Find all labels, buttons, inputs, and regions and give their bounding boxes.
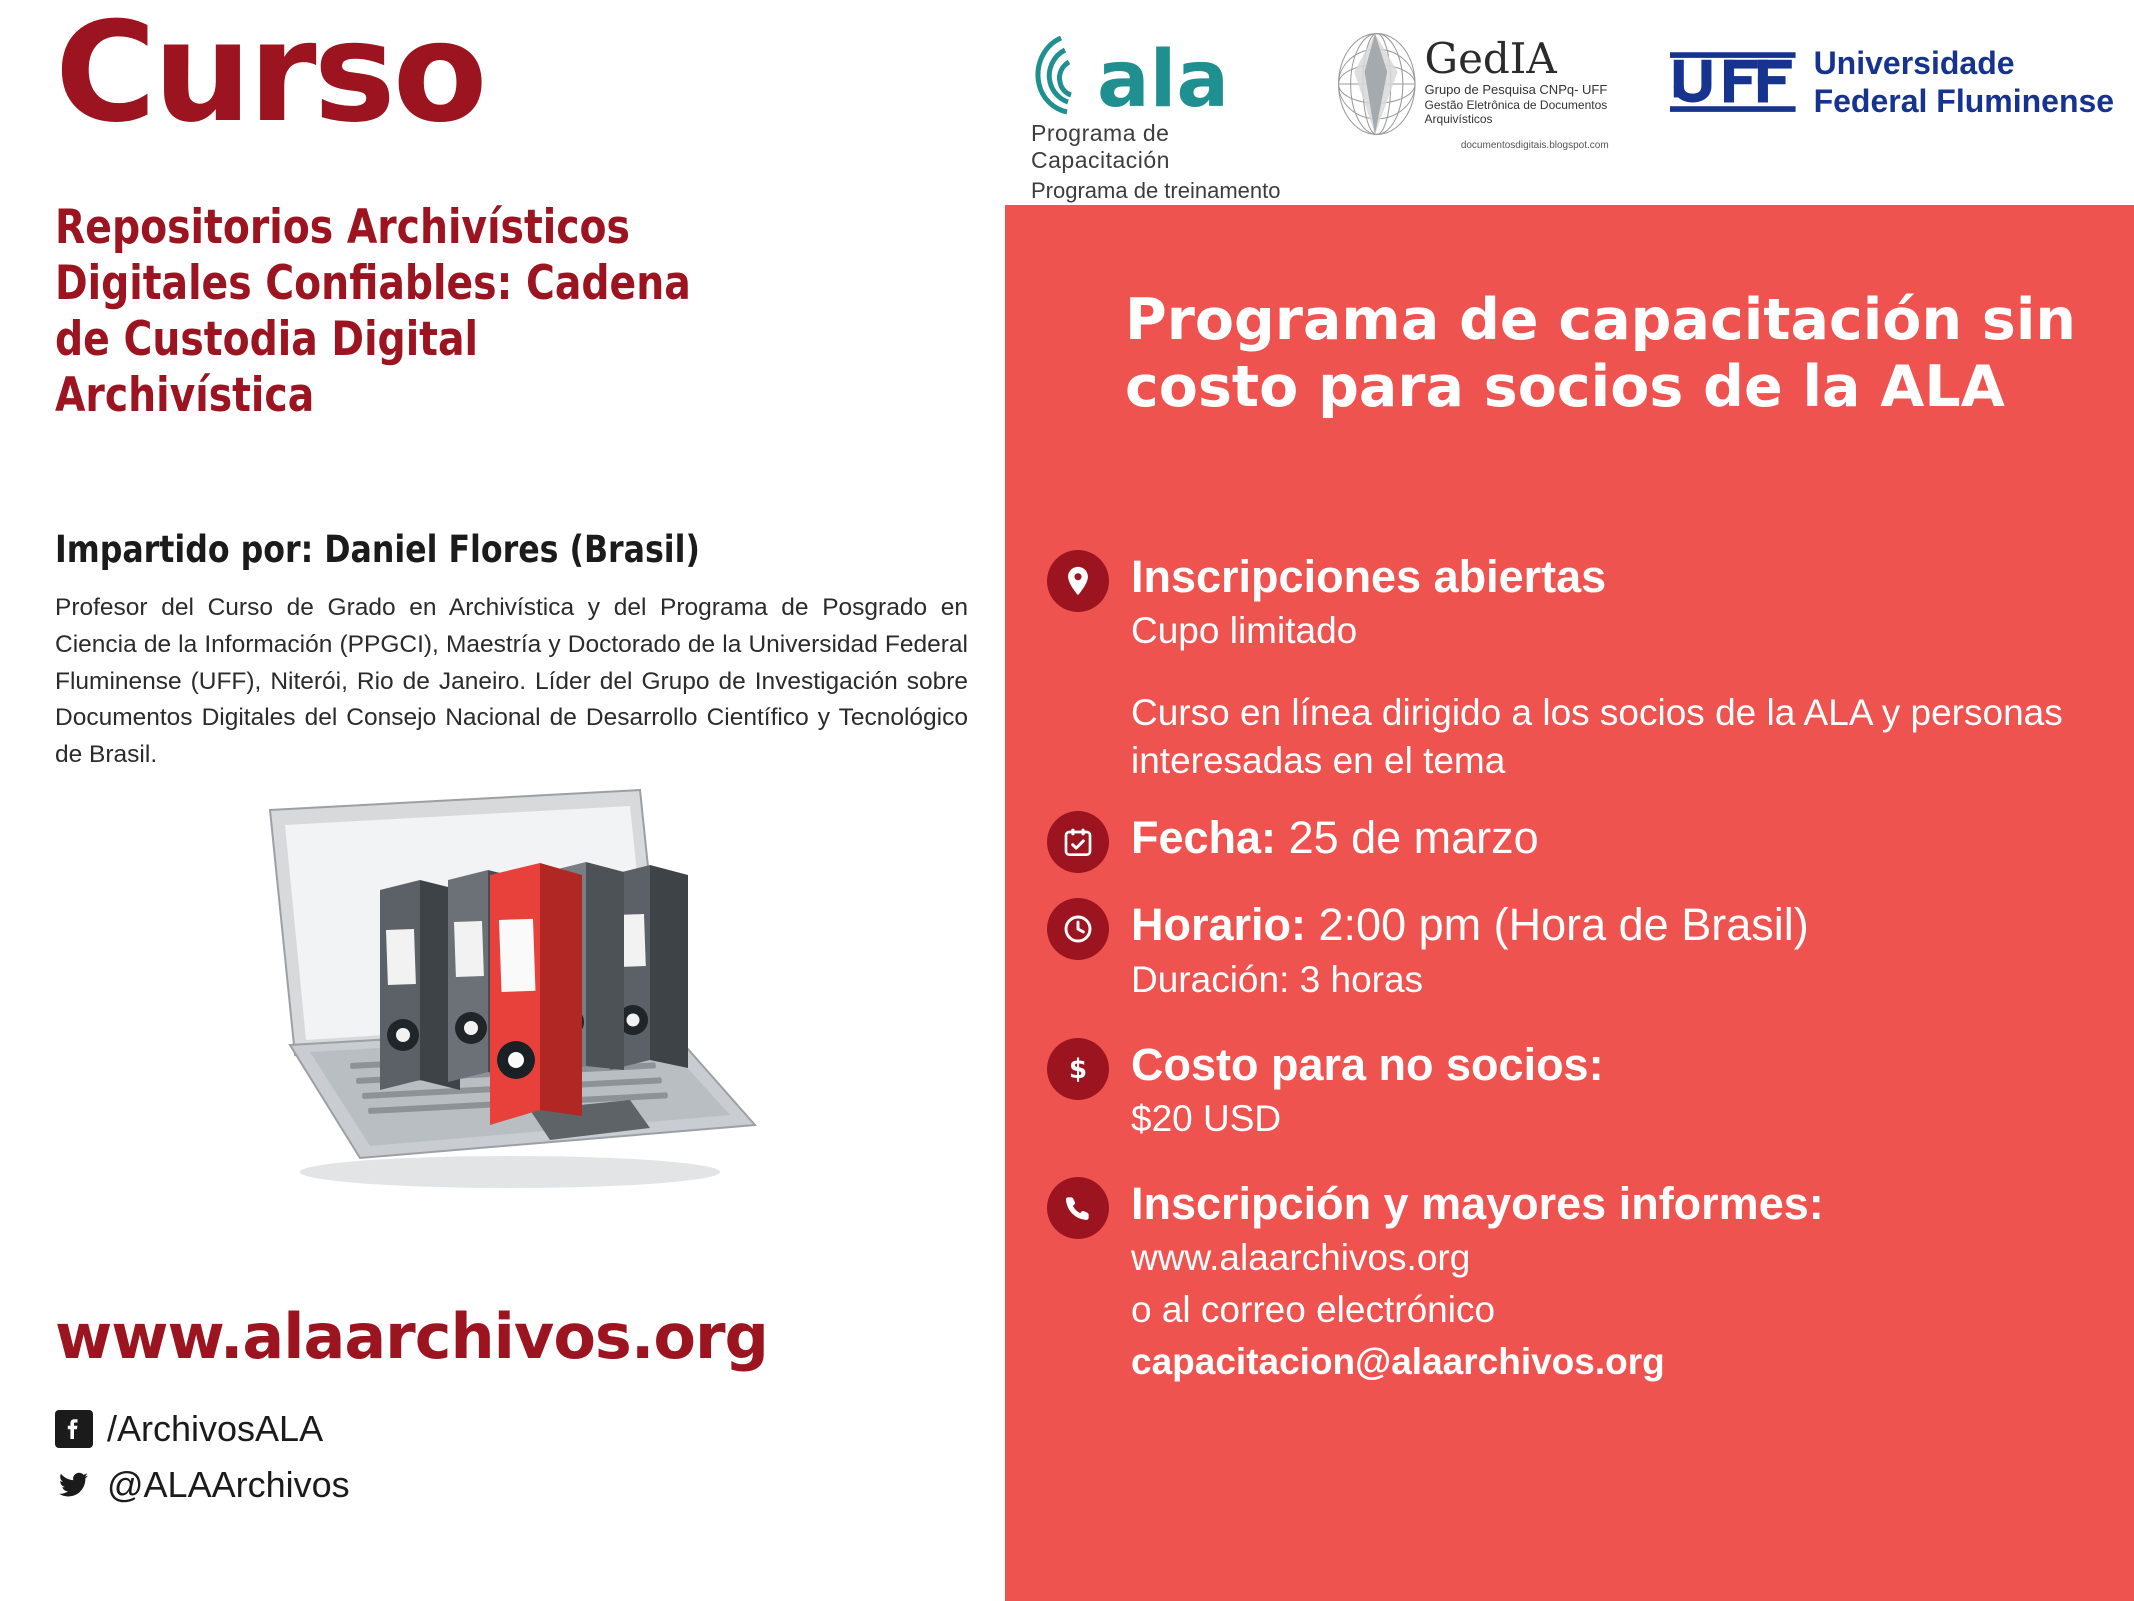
social-links <box>55 1408 655 1520</box>
calendar-icon <box>1047 811 1109 873</box>
item-schedule-value: 2:00 pm (Hora de Brasil) <box>1318 899 1809 951</box>
website-url[interactable]: www.alaarchivos.org <box>55 1300 768 1373</box>
item-inscriptions-note: Curso en línea dirigido a los socios de la ALA y personas interesadas en el tema <box>1131 692 2063 782</box>
gedia-line1: Grupo de Pesquisa CNPq- UFF <box>1424 82 1608 97</box>
gedia-line2: Gestão Eletrônica de Documentos Arquivísticos <box>1424 98 1608 126</box>
ala-tagline-pt: Programa de treinamento <box>1031 178 1281 203</box>
instructor-bio: Profesor del Curso de Grado en Archivística y del Programa de Posgrado en Ciencia de la Información (PPGCI), Maestría y Doctorado de la Universidad Federal Fluminense (UFF), Niterói, Rio de Janeiro. Líder del Grupo de Investigación sobre Documentos Digitales del Consejo Nacional de Desarrollo Científico y Tecnológico de Brasil. <box>55 594 968 768</box>
logo-gedia <box>1335 20 1645 151</box>
laptop-binders-illustration <box>210 780 770 1200</box>
item-schedule-label: Horario: <box>1131 899 1307 951</box>
facebook-handle: /ArchivosALA <box>107 1408 324 1449</box>
uff-mark-icon <box>1670 28 1796 138</box>
item-contact-website[interactable]: www.alaarchivos.org <box>1131 1236 1471 1278</box>
svg-text:ala: ala <box>1097 35 1230 123</box>
item-date-value: 25 de marzo <box>1288 812 1539 864</box>
item-date-label: Fecha: <box>1131 812 1277 864</box>
clock-icon <box>1047 898 1109 960</box>
item-cost-value: $20 USD <box>1131 1097 1282 1139</box>
item-contact <box>1047 1177 2117 1386</box>
item-inscriptions-sub: Cupo limitado <box>1131 610 1358 652</box>
item-date-title <box>1131 811 2117 864</box>
item-contact-email[interactable]: capacitacion@alaarchivos.org <box>1131 1341 1665 1383</box>
gedia-name: GedIA <box>1424 34 1557 83</box>
item-schedule-title <box>1131 898 2117 951</box>
page-title: Curso <box>55 0 485 153</box>
phone-icon <box>1047 1177 1109 1239</box>
uff-name: Universidade Federal Fluminense <box>1813 45 2115 119</box>
twitter-icon <box>55 1466 93 1504</box>
facebook-icon <box>55 1410 93 1448</box>
gedia-mark-icon <box>1335 20 1419 148</box>
item-date <box>1047 811 2117 890</box>
item-cost <box>1047 1038 2117 1169</box>
item-cost-title: Costo para no socios: <box>1131 1038 1604 1090</box>
item-schedule <box>1047 898 2117 1029</box>
location-pin-icon <box>1047 550 1109 612</box>
course-subtitle: Repositorios Archivísticos Digitales Confiables: Cadena de Custodia Digital Archivística <box>55 200 691 423</box>
gedia-blog-url: documentosdigitais.blogspot.com <box>1460 140 1609 151</box>
item-inscriptions <box>1047 550 2117 803</box>
item-inscriptions-title: Inscripciones abiertas <box>1131 551 1607 602</box>
logo-uff <box>1670 28 2134 138</box>
panel-heading: Programa de capacitación sin costo para socios de la ALA <box>1125 287 2076 421</box>
twitter-handle: @ALAArchivos <box>107 1464 350 1505</box>
left-column <box>0 0 1005 1601</box>
social-link-twitter[interactable] <box>55 1464 655 1506</box>
item-contact-email-label: o al correo electrónico <box>1131 1289 1496 1331</box>
info-panel <box>1005 205 2134 1601</box>
instructor-line: Impartido por: Daniel Flores (Brasil) <box>55 528 700 571</box>
ala-tagline-es: Programa de Capacitación <box>1031 120 1170 173</box>
item-contact-title: Inscripción y mayores informes: <box>1131 1177 1824 1229</box>
item-schedule-duration: Duración: 3 horas <box>1131 958 1424 1000</box>
panel-items <box>1047 550 2117 1394</box>
logo-bar <box>1005 0 2134 205</box>
dollar-icon <box>1047 1038 1109 1100</box>
logo-ala <box>1025 28 1315 204</box>
social-link-facebook[interactable] <box>55 1408 655 1450</box>
svg-text:$: $ <box>1068 1054 1088 1084</box>
